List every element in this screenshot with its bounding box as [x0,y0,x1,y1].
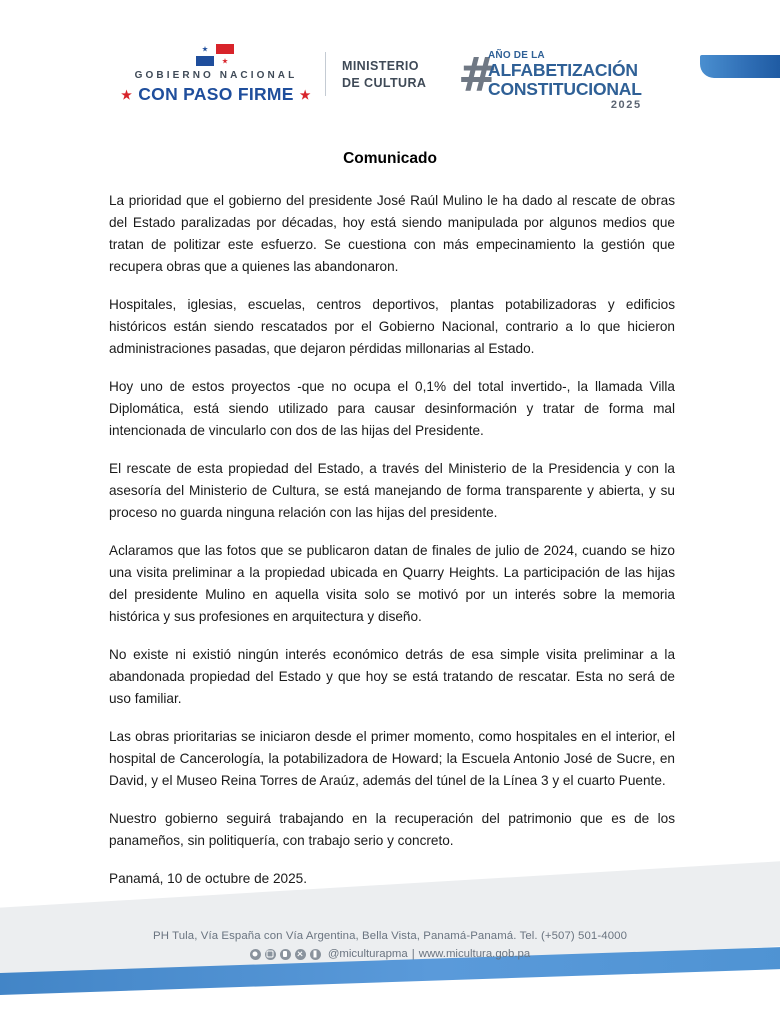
hashtag-icon: # [458,48,498,103]
whatsapp-icon[interactable] [250,949,261,960]
footer-website[interactable]: www.micultura.gob.pa [418,948,531,960]
campaign-line1: AÑO DE LA [488,50,545,61]
paragraph: Hospitales, iglesias, escuelas, centros deportivos, plantas potabilizadoras y edificios históricos están siendo rescatados por el Gobierno Nacional, contrario a lo que hicieron administraciones pasadas, que dejaron pérdidas millonarias al Estado. [109,297,675,357]
x-icon[interactable] [295,949,306,960]
facebook-icon[interactable] [310,949,321,960]
footer-separator: | [411,948,415,960]
page-title: Comunicado [343,150,437,167]
instagram-icon[interactable] [265,949,276,960]
ministry-line2: DE CULTURA [342,75,427,90]
star-right-icon: ★ [299,87,311,102]
paragraph: El rescate de esta propiedad del Estado, a través del Ministerio de la Presidencia y con la asesoría del Ministerio de Cultura, se está manejando de forma transparente y abierta, y su proceso no guarda ninguna relación con las hijas del presidente. [109,461,675,521]
gobierno-nacional-logo [118,44,314,105]
ministry-line1: MINISTERIO [342,59,419,73]
footer-social-row [0,948,780,960]
star-left-icon: ★ [121,87,133,102]
document-header [0,38,780,118]
panama-flag-icon [196,44,236,66]
document-body [109,190,675,890]
campaign-logo [458,46,642,111]
footer-address: PH Tula, Vía España con Vía Argentina, Bella Vista, Panamá-Panamá. Tel. (+507) 501-4000 [153,930,627,942]
paragraph: Hoy uno de estos proyectos -que no ocupa el 0,1% del total invertido-, la llamada Villa Diplomática, está siendo utilizado para causar desinformación y tratar de forma mal intencionada de vincularlo con dos de las hijas del Presidente. [109,379,675,439]
paragraph: La prioridad que el gobierno del presidente José Raúl Mulino le ha dado al rescate de obras del Estado paralizadas por décadas, hoy está siendo manipulada por algunos medios que tratan de politizar este esfuerzo. Se cuestiona con más empecinamiento la gestión que recupera obras que a quienes las abandonaron. [109,193,675,275]
campaign-line3: CONSTITUCIONAL [488,78,642,99]
social-handle: @miculturapma [327,948,408,960]
campaign-line2: ALFABETIZACIÓN [488,60,638,80]
gov-logo-slogan: CON PASO FIRME [138,84,294,104]
paragraph: No existe ni existió ningún interés económico detrás de esa simple visita preliminar a la abandonada propiedad del Estado y que hoy se está tratando de rescatar. Esta no será de uso familiar. [109,647,675,707]
document-footer [0,930,780,960]
paragraph: Las obras prioritarias se iniciaron desde el primer momento, como hospitales en el interior, el hospital de Cancerología, la potabilizadora de Howard; la Escuela Antonio José de Sucre, en David, y el Museo Reina Torres de Araúz, además del túnel de la Línea 3 y el cuarto Puente. [109,729,675,789]
gov-logo-line2-wrap [118,84,314,105]
campaign-year: 2025 [610,99,642,111]
paragraph: Nuestro gobierno seguirá trabajando en la recuperación del patrimonio que es de los panameños, sin politiquería, con trabajo serio y concreto. [109,811,675,849]
tiktok-icon[interactable] [280,949,291,960]
paragraph-date: Panamá, 10 de octubre de 2025. [109,871,308,887]
footer-white-strip [0,996,780,1009]
logo-divider [325,52,326,96]
campaign-logo-text [488,51,642,111]
gov-logo-line1: GOBIERNO NACIONAL [134,70,298,81]
paragraph: Aclaramos que las fotos que se publicaron datan de finales de julio de 2024, cuando se hizo una visita preliminar a la propiedad ubicada en Quarry Heights. La participación de las hijas del presidente Mulino en aquella visita solo se motivó por un interés sobre la memoria histórica y sus profesiones en arquitectura y diseño. [109,543,675,625]
ministerio-de-cultura-logo [342,58,426,92]
